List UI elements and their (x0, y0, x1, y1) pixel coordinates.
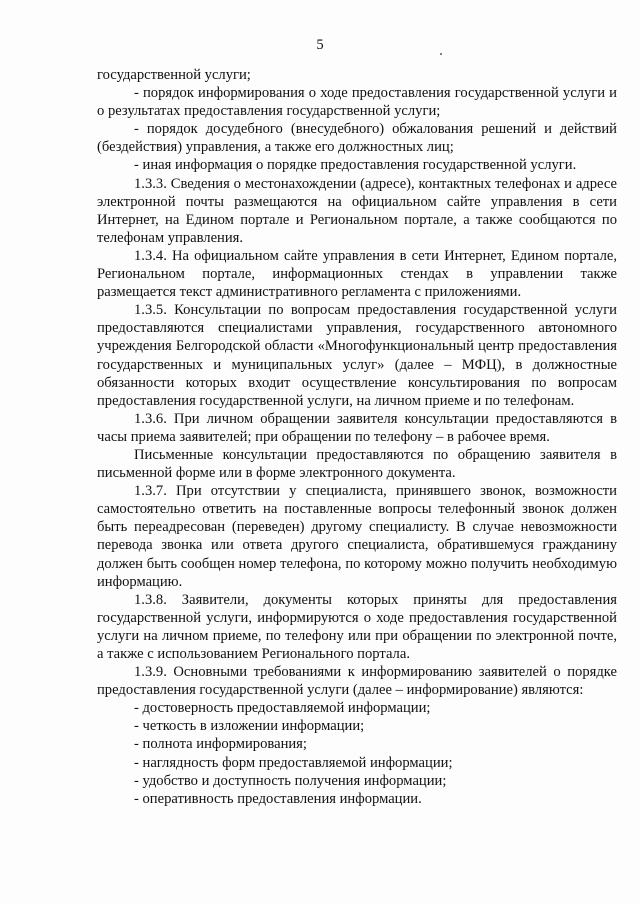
paragraph-1-3-3: 1.3.3. Сведения о местонахождении (адресе), контактных телефонах и адресе электронной почты размещаются на официальном сайте управления в сети Интернет, на Едином портале и Региональном портале, а также сообщаются по телефонам управления. (97, 175, 617, 246)
paragraph-continuation: государственной услуги; (97, 67, 251, 83)
list-item: - иная информация о порядке предоставления государственной услуги. (134, 157, 577, 174)
list-item: - оперативность предоставления информации. (134, 790, 422, 807)
list-item: - полнота информирования; (134, 736, 307, 753)
list-item: - удобство и доступность получения информации; (134, 772, 447, 789)
list-item: - четкость в изложении информации; (134, 718, 365, 735)
page-number: 5 (316, 37, 324, 53)
scan-speck (440, 53, 442, 55)
list-item: - наглядность форм предоставляемой информации; (134, 754, 453, 771)
paragraph-1-3-4: 1.3.4. На официальном сайте управления в сети Интернет, Едином портале, Региональном портале, информационных стендах в управлении также размещается текст административного регламента с приложениями. (97, 247, 617, 301)
list-item: - достоверность предоставляемой информации; (134, 700, 431, 717)
paragraph-1-3-7: 1.3.7. При отсутствии у специалиста, принявшего звонок, возможности самостоятельно ответить на поставленные вопросы телефонный звонок должен быть переадресован (переведен) другому специалисту. В случае невозможности перевода звонка или ответа другого специалиста, обратившемуся гражданину должен быть сообщен номер телефона, по которому можно получить необходимую информацию. (97, 483, 617, 590)
paragraph-written-consultations: Письменные консультации предоставляются по обращению заявителя в письменной форме или в форме электронного документа. (97, 446, 617, 482)
list-item: - порядок досудебного (внесудебного) обжалования решений и действий (бездействия) управления, а также его должностных лиц; (97, 121, 617, 156)
paragraph-1-3-5: 1.3.5. Консультации по вопросам предоставления государственной услуги предоставляются специалистами управления, государственного автономного учреждения Белгородской области «Многофункциональный центр предоставления государственных и муниципальных услуг» (далее – МФЦ), в должностные обязанности которых входит осуществление консультирования по вопросам предоставления государственной услуги, на личном приеме и по телефонам. (97, 302, 617, 409)
paragraph-1-3-8: 1.3.8. Заявители, документы которых приняты для предоставления государственной услуги, информируются о ходе предоставления государственной услуги на личном приеме, по телефону или при обращении по электронной почте, а также с использованием Регионального портала. (97, 591, 617, 662)
document-body (97, 66, 617, 808)
list-item: - порядок информирования о ходе предоставления государственной услуги и о результатах предоставления государственной услуги; (97, 85, 617, 120)
paragraph-1-3-6: 1.3.6. При личном обращении заявителя консультации предоставляются в часы приема заявителей; при обращении по телефону – в рабочее время. (97, 410, 617, 445)
paragraph-1-3-9: 1.3.9. Основными требованиями к информированию заявителей о порядке предоставления государственной услуги (далее – информирование) являются: (97, 664, 617, 699)
